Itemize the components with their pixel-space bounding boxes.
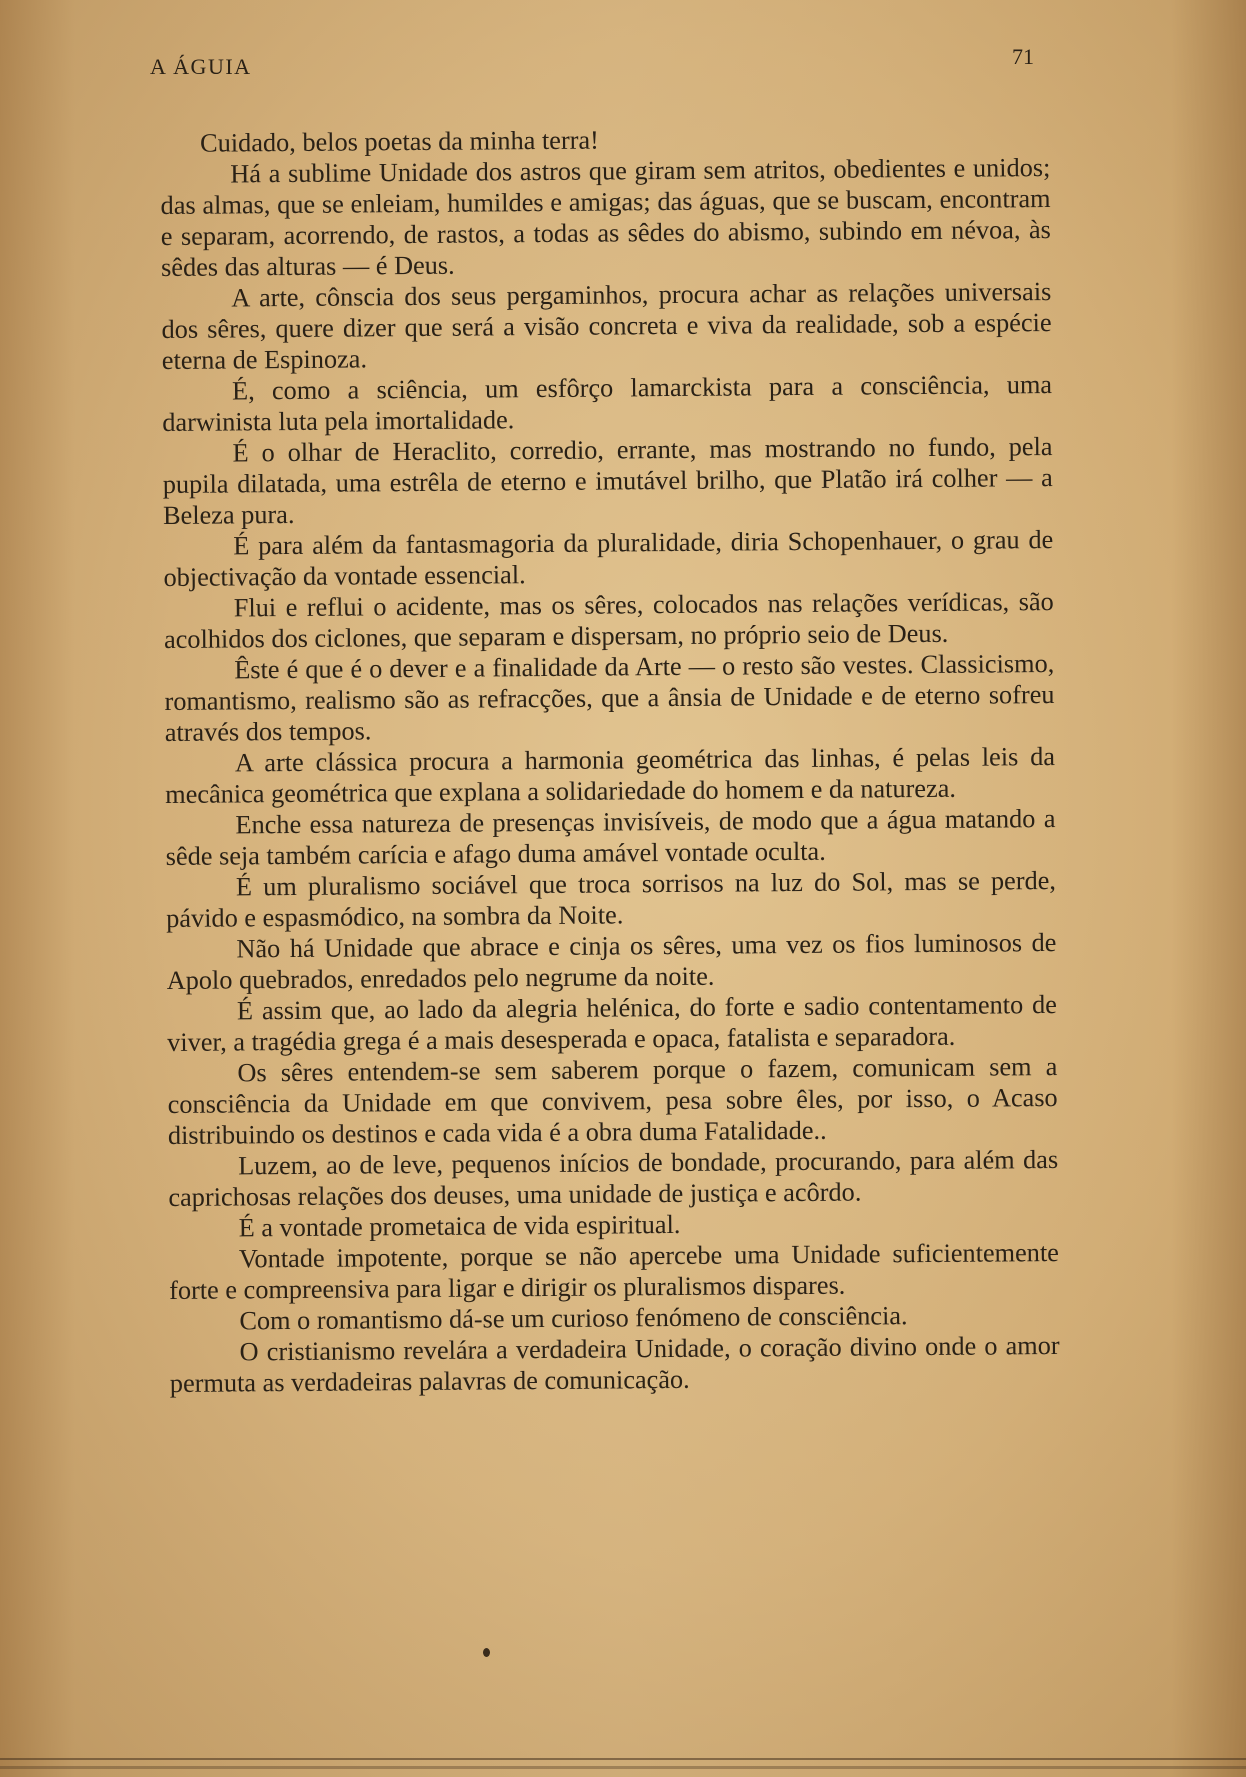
paragraph: Os sêres entendem-se sem saberem porque o fazem, comunicam sem a consciência da Unidade em que convivem, pesa sobre êles, por isso, o Acaso distribuindo os destinos e cada vida é a obra duma Fatalidade.. [167,1051,1058,1150]
paragraph: Não há Unidade que abrace e cinja os sêres, uma vez os fios luminosos de Apolo quebrados, enredados pelo negrume da noite. [166,927,1057,995]
paragraph: Flui e reflui o acidente, mas os sêres, colocados nas relações verídicas, são acolhidos dos ciclones, que separam e dispersam, no próprio seio de Deus. [163,586,1054,654]
paragraph: Êste é que é o dever e a finalidade da Arte — o resto são vestes. Classicismo, romantismo, realismo são as refracções, que a ânsia de Unidade e de eterno sofreu através dos tempos. [164,648,1055,747]
paragraph: É a vontade prometaica de vida espiritual. [238,1209,681,1243]
paragraph: O cristianismo revelára a verdadeira Unidade, o coração divino onde o amor permuta as verdadeiras palavras de comunicação. [169,1330,1060,1398]
paragraph: É um pluralismo sociável que troca sorrisos na luz do Sol, mas se perde, pávido e espasmódico, na sombra da Noite. [166,865,1057,933]
paragraph: A arte, cônscia dos seus pergaminhos, procura achar as relações universais dos sêres, quere dizer que será a visão concreta e viva da realidade, sob a espécie eterna de Espinoza. [161,277,1052,375]
paragraph: Vontade impotente, porque se não apercebe uma Unidade suficientemente forte e compreensiva para ligar e dirigir os pluralismos dispares. [169,1237,1059,1305]
paragraph: Com o romantismo dá-se um curioso fenómeno de consciência. [239,1301,908,1336]
page-edge-line [0,1766,1246,1769]
paragraph: É assim que, ao lado da alegria helénica, do forte e sadio contentamento de viver, a tragédia grega é a mais desesperada e opaca, fatalista e separadora. [167,989,1058,1057]
paragraph: É, como a sciência, um esfôrço lamarckista para a consciência, uma darwinista luta pela imortalidade. [162,370,1053,437]
body-text [160,121,1060,1399]
paragraph: É para além da fantasmagoria da pluralidade, diria Schopenhauer, o grau de objectivação da vontade essencial. [163,524,1054,592]
page-edge-line [0,1758,1246,1760]
ink-dot [483,1648,490,1657]
paragraph: É o olhar de Heraclito, corredio, errante, mas mostrando no fundo, pela pupila dilatada, uma estrêla de eterno e imutável brilho, que Platão irá colher — a Beleza pura. [162,432,1053,530]
page-number: 71 [1012,44,1034,69]
paragraph: Há a sublime Unidade dos astros que giram sem atritos, obedientes e unidos; das almas, que se enleiam, humildes e amigas; das águas, que se buscam, encontram e separam, acorrendo, de rastos, a todas as sêdes do abismo, subindo em névoa, às sêdes das alturas — é Deus. [160,153,1051,282]
paragraph: Cuidado, belos poetas da minha terra! [200,125,599,158]
paragraph: A arte clássica procura a harmonia geométrica das linhas, é pelas leis da mecânica geométrica que explana a solidariedade do homem e da natureza. [165,741,1056,809]
running-title: A ÁGUIA [150,54,252,79]
paragraph: Luzem, ao de leve, pequenos inícios de bondade, procurando, para além das caprichosas relações dos deuses, uma unidade de justiça e acôrdo. [168,1144,1059,1212]
paragraph: Enche essa natureza de presenças invisíveis, de modo que a água matando a sêde seja também carícia e afago duma amável vontade oculta. [165,803,1056,871]
